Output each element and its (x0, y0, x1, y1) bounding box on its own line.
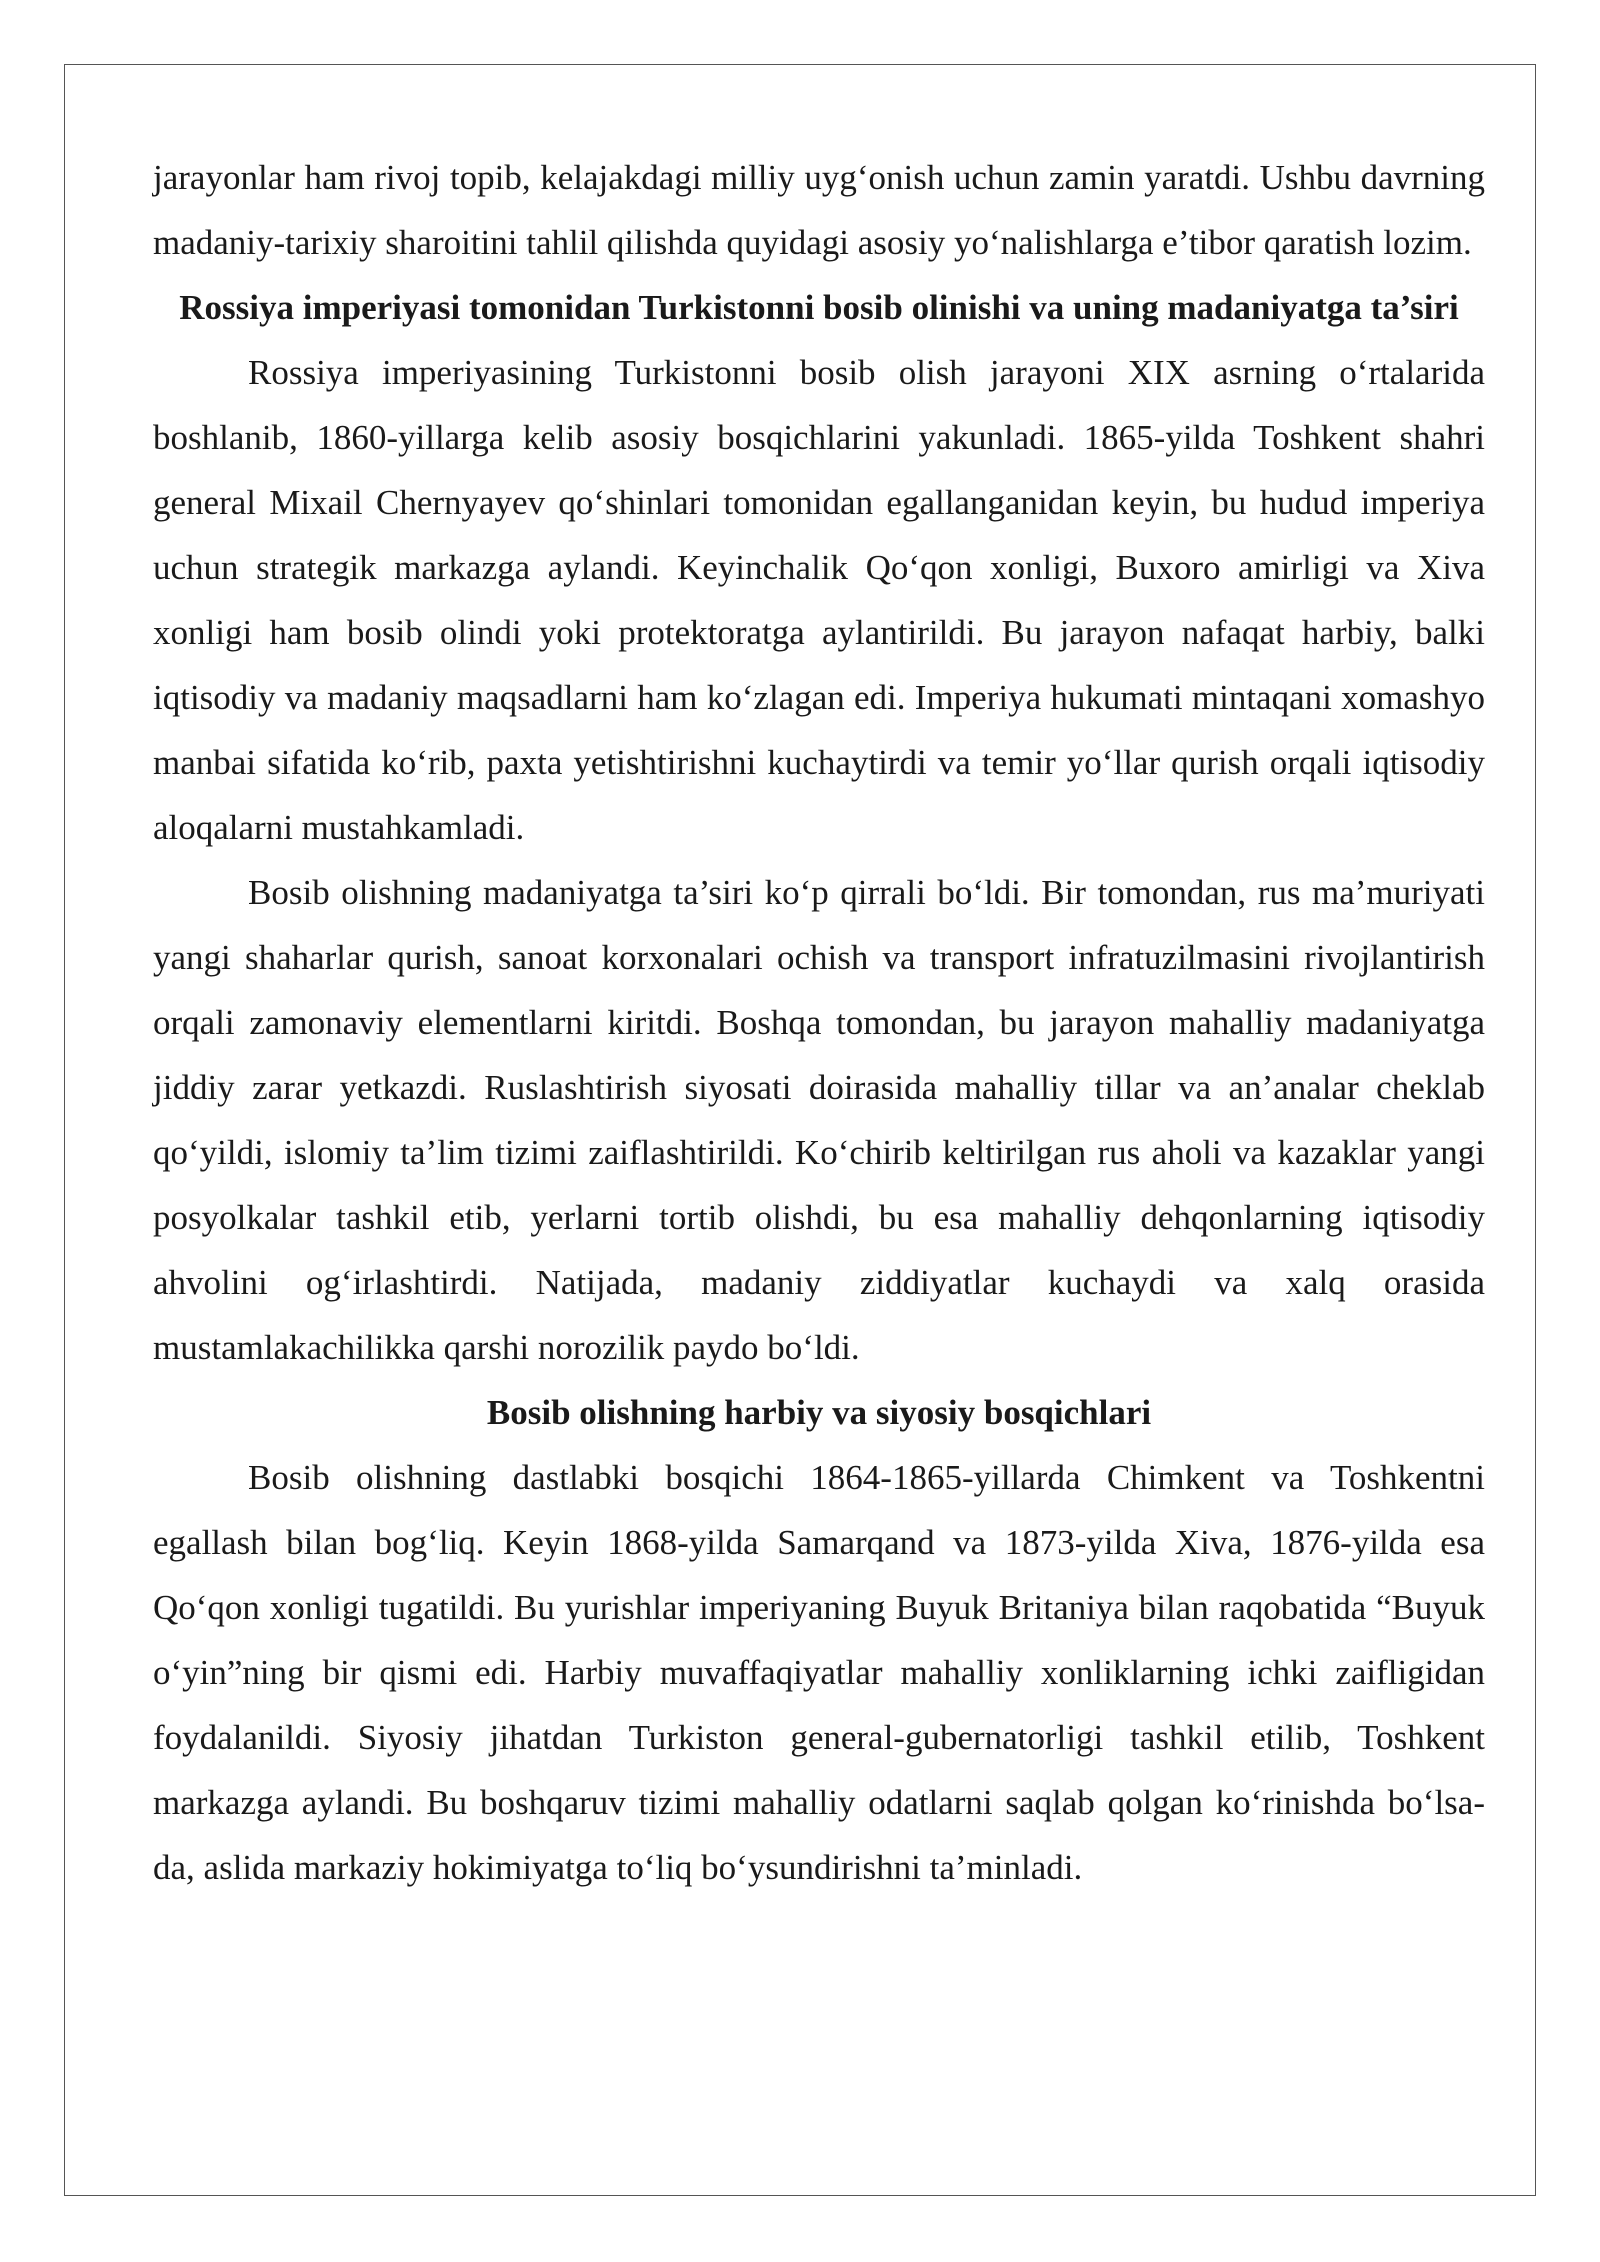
document-body (153, 145, 1485, 1900)
intro-paragraph: jarayonlar ham rivoj topib, kelajakdagi milliy uyg‘onish uchun zamin yaratdi. Ushbu davrning madaniy-tarixiy sharoitini tahlil qilishda quyidagi asosiy yo‘nalishlarga e’tibor qaratish lozim. (153, 158, 1485, 262)
paragraph-military-stages: Bosib olishning dastlabki bosqichi 1864-1865-yillarda Chimkent va Toshkentni egallash bilan bog‘liq. Keyin 1868-yilda Samarqand va 1873-yilda Xiva, 1876-yilda esa Qo‘qon xonligi tugatildi. Bu yurishlar imperiyaning Buyuk Britaniya bilan raqobatida “Buyuk o‘yin”ning bir qismi edi. Harbiy muvaffaqiyatlar mahalliy xonliklarning ichki zaifligidan foydalanildi. Siyosiy jihatdan Turkiston general-gubernatorligi tashkil etilib, Toshkent markazga aylandi. Bu boshqaruv tizimi mahalliy odatlarni saqlab qolgan ko‘rinishda bo‘lsa-da, aslida markaziy hokimiyatga to‘liq bo‘ysundirishni ta’minladi. (153, 1458, 1485, 1887)
paragraph-conquest-process: Rossiya imperiyasining Turkistonni bosib olish jarayoni XIX asrning o‘rtalarida boshlanib, 1860-yillarga kelib asosiy bosqichlarini yakunladi. 1865-yilda Toshkent shahri general Mixail Chernyayev qo‘shinlari tomonidan egallanganidan keyin, bu hudud imperiya uchun strategik markazga aylandi. Keyinchalik Qo‘qon xonligi, Buxoro amirligi va Xiva xonligi ham bosib olindi yoki protektoratga aylantirildi. Bu jarayon nafaqat harbiy, balki iqtisodiy va madaniy maqsadlarni ham ko‘zlagan edi. Imperiya hukumati mintaqani xomashyo manbai sifatida ko‘rib, paxta yetishtirishni kuchaytirdi va temir yo‘llar qurish orqali iqtisodiy aloqalarni mustahkamladi. (153, 353, 1485, 847)
section-heading-conquest-impact: Rossiya imperiyasi tomonidan Turkistonni bosib olinishi va uning madaniyatga ta’siri (179, 288, 1459, 327)
section-heading-military-political-stages: Bosib olishning harbiy va siyosiy bosqichlari (486, 1393, 1152, 1432)
paragraph-cultural-impact: Bosib olishning madaniyatga ta’siri ko‘p qirrali bo‘ldi. Bir tomondan, rus ma’muriyati yangi shaharlar qurish, sanoat korxonalari ochish va transport infratuzilmasini rivojlantirish orqali zamonaviy elementlarni kiritdi. Boshqa tomondan, bu jarayon mahalliy madaniyatga jiddiy zarar yetkazdi. Ruslashtirish siyosati doirasida mahalliy tillar va an’analar cheklab qo‘yildi, islomiy ta’lim tizimi zaiflashtirildi. Ko‘chirib keltirilgan rus aholi va kazaklar yangi posyolkalar tashkil etib, yerlarni tortib olishdi, bu esa mahalliy dehqonlarning iqtisodiy ahvolini og‘irlashtirdi. Natijada, madaniy ziddiyatlar kuchaydi va xalq orasida mustamlakachilikka qarshi norozilik paydo bo‘ldi. (153, 873, 1485, 1367)
